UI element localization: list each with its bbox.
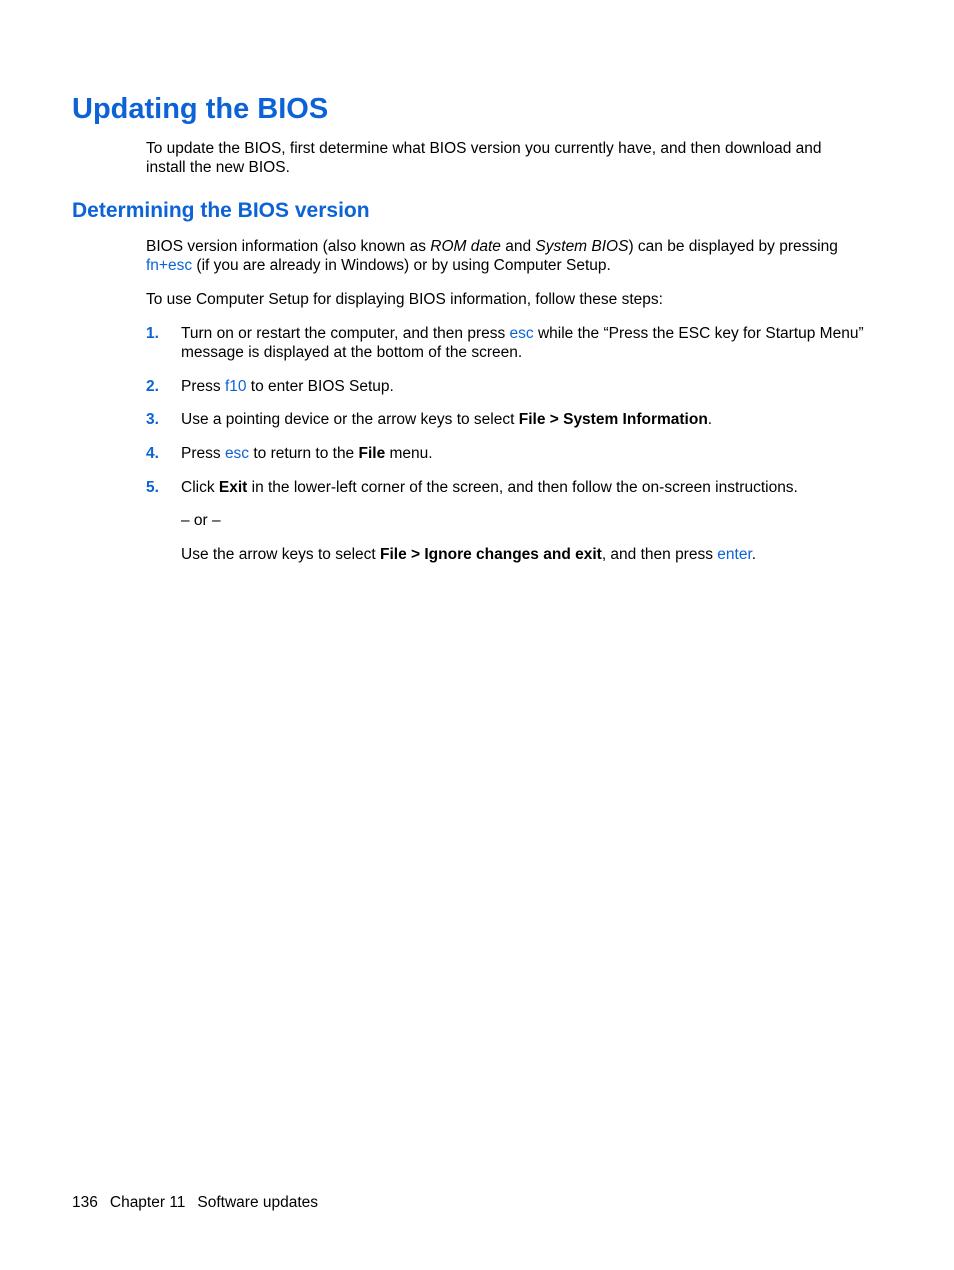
page-number: 136	[72, 1194, 98, 1211]
step-text	[181, 410, 876, 429]
text: Press	[181, 378, 225, 395]
text: .	[707, 411, 713, 428]
text: .	[751, 546, 757, 563]
text: message is displayed at the bottom of the screen.	[181, 344, 523, 361]
step-number: 2.	[146, 378, 159, 395]
text: BIOS version information (also known as	[146, 238, 431, 255]
step-text	[181, 377, 876, 396]
menu-path: File > System Information	[518, 411, 708, 428]
page-footer	[72, 1193, 318, 1212]
text: while the “Press the ESC key for Startup Menu”	[533, 325, 864, 342]
text: (if you are already in Windows) or by using Computer Setup.	[192, 257, 611, 274]
section-heading: Determining the BIOS version	[72, 199, 370, 222]
step-number: 5.	[146, 479, 159, 496]
text: Press	[181, 445, 225, 462]
text: Use the arrow keys to select	[181, 546, 380, 563]
key-esc: esc	[509, 325, 534, 342]
text: to return to the	[249, 445, 359, 462]
text: menu.	[385, 445, 433, 462]
text: Click	[181, 479, 219, 496]
key-esc: esc	[224, 445, 250, 462]
text: in the lower-left corner of the screen, and then follow the on-screen instructions.	[247, 479, 798, 496]
intro-line-1: To update the BIOS, first determine what BIOS version you currently have, and then download and	[146, 140, 822, 157]
step-number: 1.	[146, 325, 159, 342]
intro-paragraph	[146, 139, 876, 177]
bios-version-paragraph	[146, 237, 876, 275]
chapter-title: Software updates	[197, 1194, 319, 1211]
text: Use a pointing device or the arrow keys to select	[181, 411, 519, 428]
intro-line-2: install the new BIOS.	[146, 159, 290, 176]
step-text	[181, 324, 876, 362]
step-text	[181, 478, 876, 497]
key-f10: f10	[224, 378, 247, 395]
text: ) can be displayed by pressing	[628, 238, 838, 255]
text: to enter BIOS Setup.	[246, 378, 394, 395]
text: and	[500, 238, 536, 255]
system-bios-term: System BIOS	[535, 238, 629, 255]
key-fn-esc: fn+esc	[146, 257, 193, 274]
rom-date-term: ROM date	[430, 238, 501, 255]
or-separator: – or –	[181, 512, 221, 529]
menu-path: File > Ignore changes and exit	[380, 546, 602, 563]
step-text	[181, 545, 876, 564]
key-enter: enter	[717, 546, 752, 563]
step-number: 4.	[146, 445, 159, 462]
chapter-label: Chapter 11	[109, 1194, 186, 1211]
step-text	[181, 444, 876, 463]
exit-term: Exit	[218, 479, 248, 496]
page-title: Updating the BIOS	[72, 93, 329, 125]
step-number: 3.	[146, 411, 159, 428]
text: , and then press	[601, 546, 718, 563]
text: Turn on or restart the computer, and then press	[181, 325, 510, 342]
menu-name: File	[358, 445, 386, 462]
steps-intro: To use Computer Setup for displaying BIOS information, follow these steps:	[146, 291, 663, 308]
